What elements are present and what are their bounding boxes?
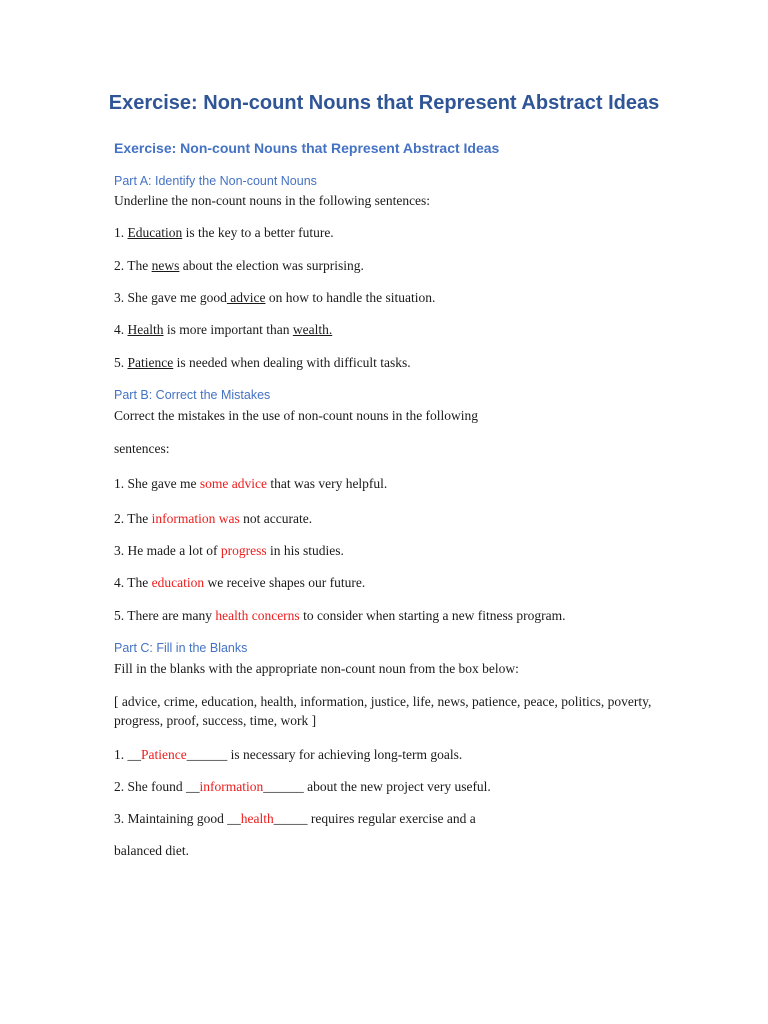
filled-answer: Patience bbox=[141, 747, 187, 762]
part-b-item-5: 5. There are many health concerns to consider when starting a new fitness program. bbox=[114, 608, 566, 623]
corrected-phrase: information was bbox=[151, 511, 240, 526]
corrected-phrase: education bbox=[151, 575, 205, 590]
underlined-noun: Patience bbox=[127, 355, 174, 370]
part-b-item-4: 4. The education we receive shapes our future. bbox=[114, 575, 366, 590]
part-c-heading: Part C: Fill in the Blanks bbox=[114, 641, 248, 655]
part-c-item-1: 1. __Patience______ is necessary for achieving long-term goals. bbox=[114, 747, 463, 762]
exercise-subtitle: Exercise: Non-count Nouns that Represent Abstract Ideas bbox=[114, 140, 500, 156]
part-a-item-5: 5. Patience is needed when dealing with difficult tasks. bbox=[114, 355, 411, 370]
filled-answer: information bbox=[199, 779, 264, 794]
corrected-phrase: progress bbox=[220, 543, 267, 558]
part-c-item-3-continued: balanced diet. bbox=[114, 843, 189, 858]
page-title: Exercise: Non-count Nouns that Represent Abstract Ideas bbox=[108, 92, 660, 114]
underlined-noun: Education bbox=[127, 225, 183, 240]
corrected-phrase: some advice bbox=[199, 476, 267, 491]
underlined-noun: news bbox=[151, 258, 180, 273]
underlined-noun: advice bbox=[226, 290, 266, 305]
part-b-item-2: 2. The information was not accurate. bbox=[114, 511, 313, 526]
part-a-item-2: 2. The news about the election was surprising. bbox=[114, 258, 364, 273]
part-c-instruction: Fill in the blanks with the appropriate non-count noun from the box below: bbox=[114, 661, 519, 676]
part-b-heading: Part B: Correct the Mistakes bbox=[114, 388, 271, 402]
part-b-instruction: Correct the mistakes in the use of non-count nouns in the following bbox=[114, 408, 479, 423]
part-a-item-4: 4. Health is more important than wealth. bbox=[114, 322, 333, 337]
word-box: [ advice, crime, education, health, information, justice, life, news, patience, peace, politics, poverty, progress, proof, success, time, work ] bbox=[114, 694, 652, 728]
part-a-item-1: 1. Education is the key to a better future. bbox=[114, 225, 334, 240]
part-b-item-1: 1. She gave me some advice that was very helpful. bbox=[114, 476, 388, 491]
part-a-heading: Part A: Identify the Non-count Nouns bbox=[114, 174, 317, 188]
corrected-phrase: health concerns bbox=[215, 608, 300, 623]
part-a-item-3: 3. She gave me good advice on how to handle the situation. bbox=[114, 290, 436, 305]
underlined-noun: Health bbox=[127, 322, 164, 337]
underlined-noun: wealth. bbox=[292, 322, 333, 337]
part-b-instruction-continued: sentences: bbox=[114, 441, 170, 456]
part-c-item-2: 2. She found __information______ about the new project very useful. bbox=[114, 779, 491, 794]
part-a-instruction: Underline the non-count nouns in the following sentences: bbox=[114, 193, 431, 208]
part-b-item-3: 3. He made a lot of progress in his studies. bbox=[114, 543, 344, 558]
part-c-item-3: 3. Maintaining good __health_____ requires regular exercise and a bbox=[114, 811, 476, 826]
filled-answer: health bbox=[240, 811, 274, 826]
